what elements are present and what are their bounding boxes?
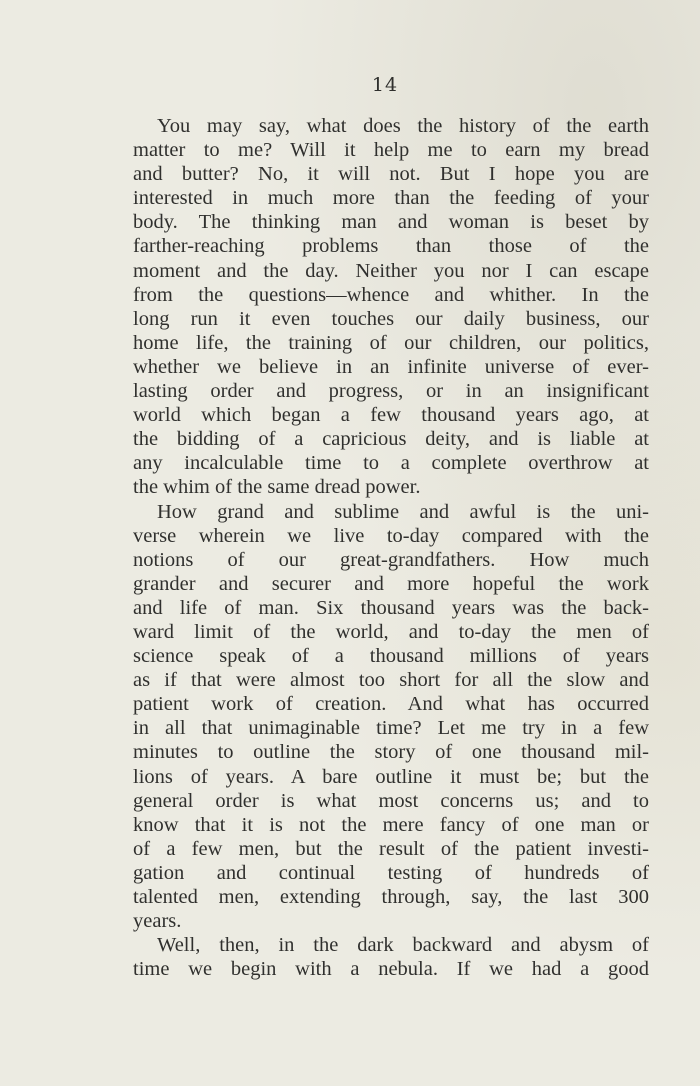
text-line: verse wherein we live to-day compared with the (133, 524, 649, 547)
text-line: grander and securer and more hopeful the work (133, 572, 649, 595)
body-text (133, 114, 649, 981)
text-line: the whim of the same dread power. (133, 476, 421, 499)
text-line: moment and the day. Neither you nor I can escape (133, 259, 649, 282)
text-line: matter to me? Will it help me to earn my bread (133, 139, 649, 162)
text-line: in all that unimaginable time? Let me try in a few (133, 717, 649, 740)
text-line: patient work of creation. And what has occurred (133, 693, 649, 716)
text-line: ward limit of the world, and to-day the men of (133, 620, 649, 643)
page-number: 14 (371, 74, 399, 96)
text-line: and butter? No, it will not. But I hope you are (133, 163, 649, 186)
text-line: world which began a few thousand years ago, at (133, 404, 649, 427)
text-line: the bidding of a capricious deity, and is liable at (133, 428, 649, 451)
text-line: Well, then, in the dark backward and abysm of (157, 934, 649, 957)
text-line: from the questions—whence and whither. In the (133, 283, 649, 306)
text-line: interested in much more than the feeding of your (133, 187, 649, 210)
text-line: How grand and sublime and awful is the uni- (157, 500, 649, 523)
text-line: farther-reaching problems than those of the (133, 235, 649, 258)
text-line: minutes to outline the story of one thousand mil- (133, 741, 649, 764)
text-line: science speak of a thousand millions of years (133, 645, 649, 668)
text-line: gation and continual testing of hundreds of (133, 861, 649, 884)
text-line: talented men, extending through, say, the last 300 (133, 886, 649, 908)
text-line: general order is what most concerns us; and to (133, 789, 649, 812)
text-line: long run it even touches our daily business, our (133, 307, 649, 330)
text-line: body. The thinking man and woman is beset by (133, 211, 649, 234)
text-line: lions of years. A bare outline it must be; but the (133, 765, 649, 788)
text-line: and life of man. Six thousand years was the back- (133, 596, 649, 619)
text-line: whether we believe in an infinite universe of ever- (133, 355, 649, 378)
text-line: know that it is not the mere fancy of one man or (133, 813, 649, 836)
text-line: as if that were almost too short for all the slow and (133, 669, 649, 692)
text-line: home life, the training of our children, our politics, (133, 331, 649, 354)
text-line: time we begin with a nebula. If we had a good (133, 958, 649, 981)
text-line: notions of our great-grandfathers. How much (133, 548, 649, 571)
text-line: You may say, what does the history of the earth (157, 115, 649, 137)
text-line: any incalculable time to a complete overthrow at (133, 452, 649, 475)
text-line: lasting order and progress, or in an insignificant (133, 380, 649, 403)
text-line: of a few men, but the result of the patient investi- (133, 837, 649, 860)
text-line: years. (133, 910, 182, 933)
